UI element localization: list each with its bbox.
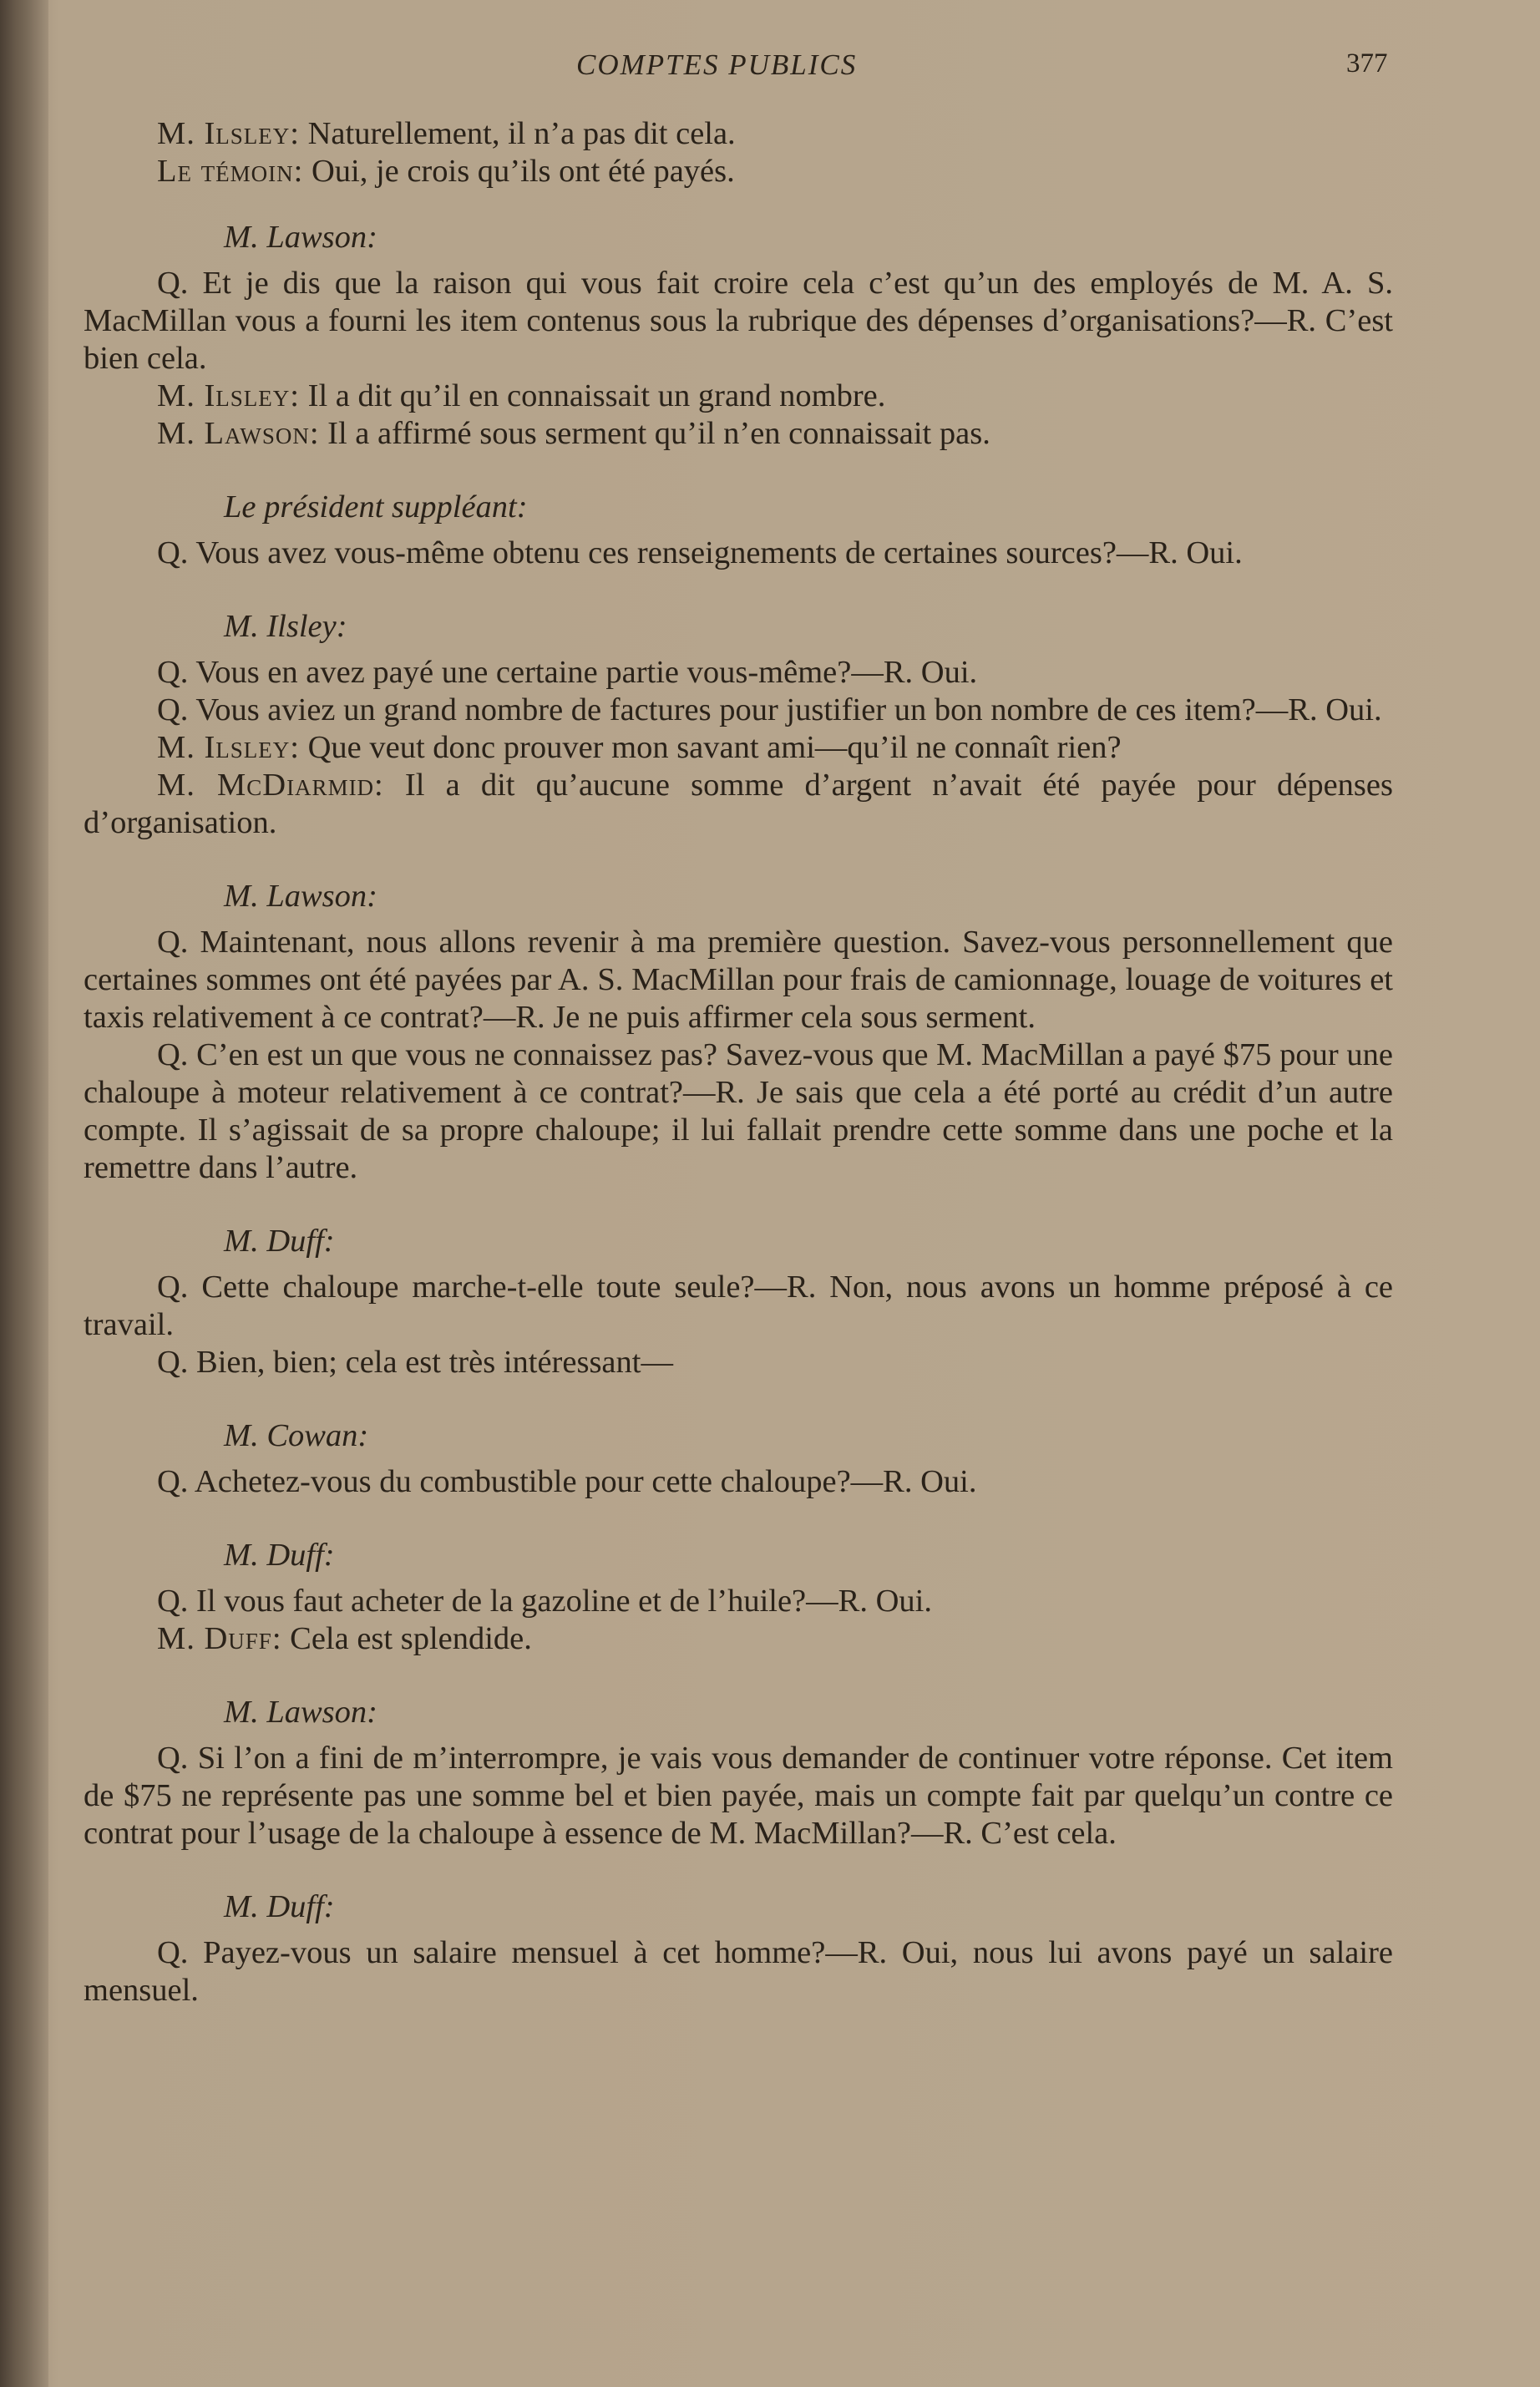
paragraph <box>84 767 1393 842</box>
speaker-name: Le témoin: <box>157 154 304 189</box>
speaker-heading: M. Duff: <box>224 1538 335 1573</box>
speech-text: Cela est splendide. <box>281 1621 532 1656</box>
page-number: 377 <box>1346 48 1388 79</box>
speaker-heading: M. Cowan: <box>224 1418 369 1453</box>
speaker-heading: M. Duff: <box>224 1224 335 1259</box>
speech-text: Naturellement, il n’a pas dit cela. <box>300 116 736 151</box>
paragraph: Q. Et je dis que la raison qui vous fait croire cela c’est qu’un des employés de M. A. S. MacMillan vous a fourni les item contenus sous la rubrique des dépenses d’organisations?—R. C’est bien cela. <box>84 266 1393 376</box>
speaker-name: M. Ilsley: <box>157 116 300 151</box>
speaker-heading: M. Lawson: <box>224 1695 377 1730</box>
paragraph: Q. Payez-vous un salaire mensuel à cet homme?—R. Oui, nous lui avons payé un salaire mensuel. <box>84 1935 1393 2008</box>
speaker-heading: M. Ilsley: <box>224 609 347 644</box>
paragraph <box>84 378 1393 415</box>
paragraph <box>84 153 1393 190</box>
paragraph: Q. C’en est un que vous ne connaissez pas? Savez-vous que M. MacMillan a payé $75 pour une chaloupe à moteur relativement à ce contrat?—R. Je sais que cela a été porté au crédit d’un autre compte. Il s’agissait de sa propre chaloupe; il lui fallait prendre cette somme dans une poche et la remettre dans l’autre. <box>84 1037 1393 1185</box>
speaker-name: M. Ilsley: <box>157 378 300 413</box>
book-spine-shadow <box>0 0 48 2387</box>
speaker-name: M. Ilsley: <box>157 730 300 765</box>
paragraph: Q. Achetez-vous du combustible pour cette chaloupe?—R. Oui. <box>157 1464 977 1499</box>
speech-text: Que veut donc prouver mon savant ami—qu’il ne connaît rien? <box>300 730 1122 765</box>
speaker-heading: M. Lawson: <box>224 879 377 914</box>
page-body <box>84 115 1393 2009</box>
paragraph <box>84 415 1393 453</box>
paragraph: Q. Il vous faut acheter de la gazoline et de l’huile?—R. Oui. <box>157 1584 932 1619</box>
paragraph: Q. Bien, bien; cela est très intéressant— <box>157 1345 673 1380</box>
paragraph: Q. Maintenant, nous allons revenir à ma première question. Savez-vous personnellement que certaines sommes ont été payées par A. S. MacMillan pour frais de camionnage, louage de voitures et taxis relativement à ce contrat?—R. Je ne puis affirmer cela sous serment. <box>84 925 1393 1035</box>
paragraph: Q. Cette chaloupe marche-t-elle toute seule?—R. Non, nous avons un homme préposé à ce travail. <box>84 1270 1393 1342</box>
speech-text: Il a dit qu’il en connaissait un grand nombre. <box>300 378 886 413</box>
speech-text: Il a dit qu’aucune somme d’argent n’avait été payée pour dépenses d’organisation. <box>84 768 1393 840</box>
speaker-name: M. Lawson: <box>157 416 320 451</box>
paragraph: Q. Vous avez vous-même obtenu ces renseignements de certaines sources?—R. Oui. <box>157 535 1243 570</box>
running-title: COMPTES PUBLICS <box>576 48 858 81</box>
paragraph <box>84 729 1393 767</box>
speech-text: Oui, je crois qu’ils ont été payés. <box>303 154 735 189</box>
paragraph <box>84 115 1393 153</box>
speech-text: Il a affirmé sous serment qu’il n’en connaissait pas. <box>319 416 990 451</box>
speaker-name: M. McDiarmid: <box>157 768 384 803</box>
paragraph: Q. Vous en avez payé une certaine partie vous-même?—R. Oui. <box>157 655 978 690</box>
paragraph <box>84 1620 1393 1658</box>
paragraph: Q. Vous aviez un grand nombre de factures pour justifier un bon nombre de ces item?—R. Oui. <box>157 692 1382 727</box>
speaker-heading: Le président suppléant: <box>224 489 528 525</box>
page-header <box>0 48 1540 82</box>
speaker-heading: M. Lawson: <box>224 220 377 255</box>
speaker-name: M. Duff: <box>157 1621 282 1656</box>
paragraph: Q. Si l’on a fini de m’interrompre, je vais vous demander de continuer votre réponse. Cet item de $75 ne représente pas une somme bel et bien payée, mais un compte fait par quelqu’un contre ce contrat pour l’usage de la chaloupe à essence de M. MacMillan?—R. C’est cela. <box>84 1741 1393 1851</box>
speaker-heading: M. Duff: <box>224 1889 335 1924</box>
